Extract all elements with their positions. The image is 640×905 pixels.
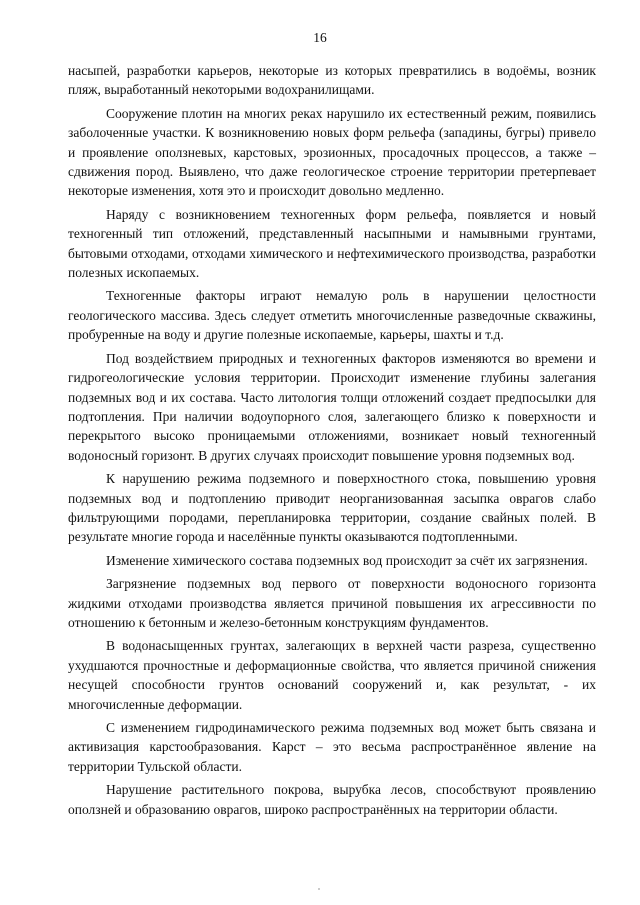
paragraph: Под воздействием природных и техногенных факторов изменяются во времени и гидрогеологические условия территории. Происходит изменение глубины залегания подземных вод и их состава. Часто литология толщи отложений создает предпосылки для подтопления. При наличии водоупорного слоя, залегающего близко к поверхности и перекрытого высоко проницаемыми отложениями, возникает новый техногенный водоносный горизонт. В других случаях происходит повышение уровня подземных вод. — [68, 350, 596, 463]
paragraph: В водонасыщенных грунтах, залегающих в верхней части разреза, существенно ухудшаются прочностные и деформационные свойства, что является причиной снижения несущей способности грунтов оснований сооружений и, как результат, - их многочисленные деформации. — [68, 638, 596, 712]
paragraph: Наряду с возникновением техногенных форм рельефа, появляется и новый техногенный тип отложений, представленный насыпными и намывными грунтами, бытовыми отходами, отходами химического и нефтехимического производства, разработки полезных ископаемых. — [68, 206, 596, 281]
page-number: 16 — [313, 30, 327, 45]
paragraph: Сооружение плотин на многих реках нарушило их естественный режим, появились заболоченные участки. К возникновению новых форм рельефа (западины, бугры) привело и проявление оползневых, карстовых, эрозионных, просадочных процессов, а также – сдвижения пород. Выявлено, что даже геологическое строение территории претерпевает некоторые изменения, хотя это и происходит довольно медленно. — [68, 105, 596, 199]
paragraph: Нарушение растительного покрова, вырубка лесов, способствуют проявлению оползней и образованию оврагов, широко распространённых на территории области. — [68, 782, 596, 817]
paragraph: К нарушению режима подземного и поверхностного стока, повышению уровня подземных вод и подтоплению приводит неорганизованная засыпка оврагов слабо фильтрующими породами, перепланировка территории, создание свайных полей. В результате многие города и населённые пункты оказываются подтопленными. — [68, 471, 596, 545]
paragraph: насыпей, разработки карьеров, некоторые из которых превратились в водоёмы, возник пляж, выработанный некоторыми водохранилищами. — [68, 63, 596, 98]
paragraph: Загрязнение подземных вод первого от поверхности водоносного горизонта жидкими отходами производства является причиной повышения их агрессивности по отношению к бетонным и железо-бетонным конструкциям фундаментов. — [68, 576, 596, 630]
scan-speck — [318, 888, 320, 890]
paragraph: Изменение химического состава подземных вод происходит за счёт их загрязнения. — [106, 552, 588, 568]
page-body — [68, 61, 596, 823]
paragraph: Техногенные факторы играют немалую роль в нарушении целостности геологического массива. Здесь следует отметить многочисленные разведочные скважины, пробуренные на воду и другие полезные ископаемые, карьеры, шахты и т.д. — [68, 288, 596, 343]
paragraph: С изменением гидродинамического режима подземных вод может быть связана и активизация карстообразования. Карст – это весьма распространённое явление на территории Тульской области. — [68, 720, 596, 774]
